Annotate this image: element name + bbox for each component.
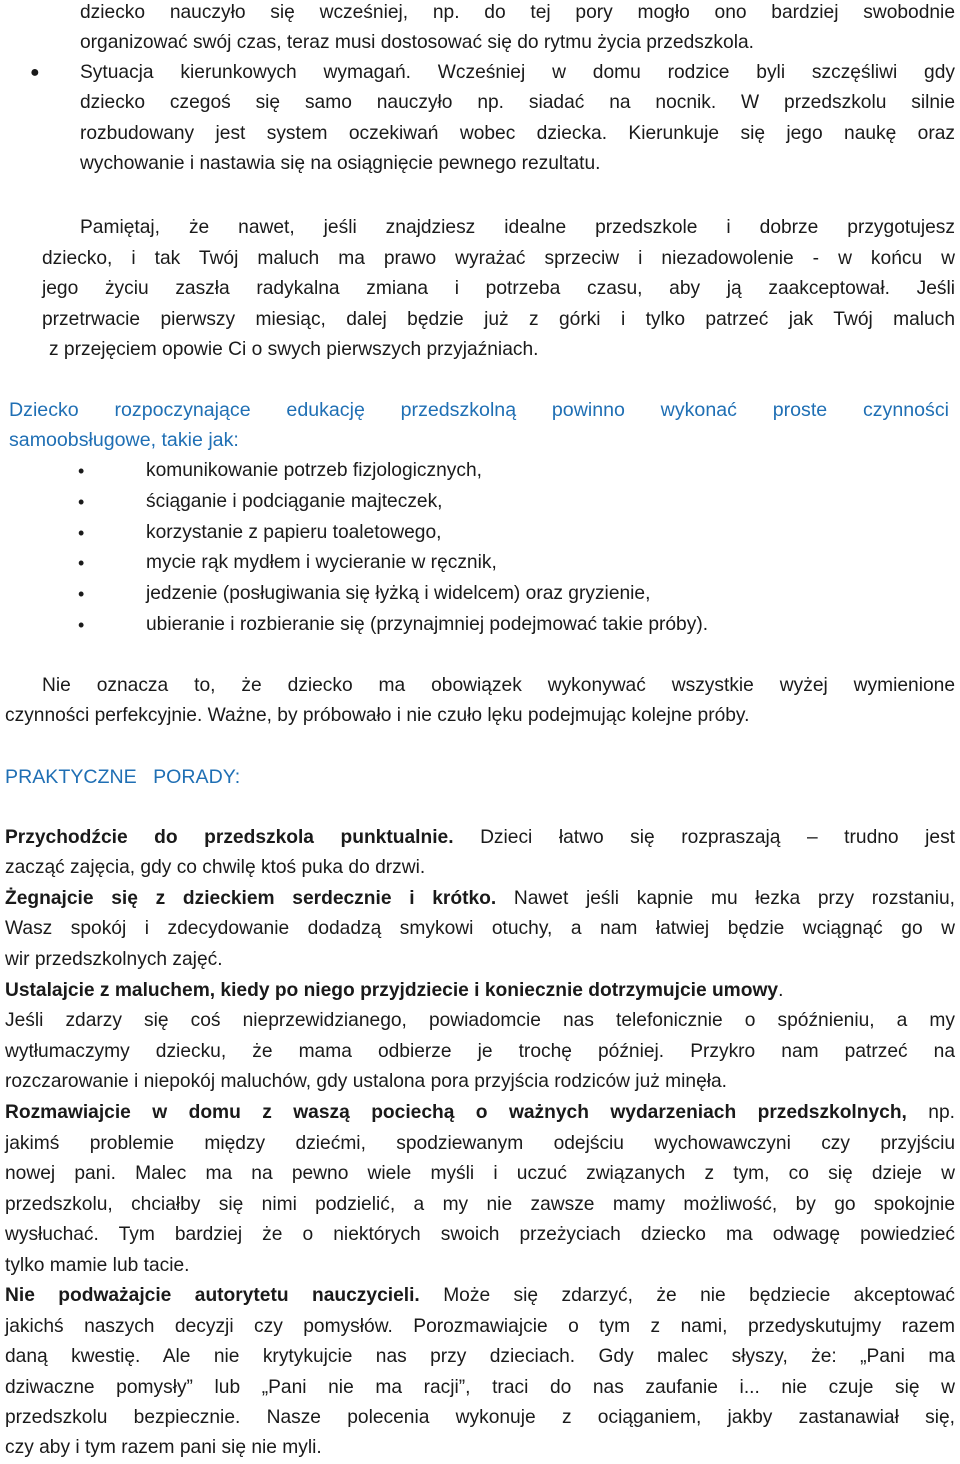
tip-4-line-5: wysłuchać. Tym bardziej że o niektórych swoich przeżyciach dziecko ma odwagę powiedzieć [5, 1224, 955, 1245]
intro-item-1-line-2: organizować swój czas, teraz musi dostosować się do rytmu życia przedszkola. [80, 32, 754, 53]
tip-2-line-2: Wasz spokój i zdecydowanie dodadzą smykowi otuchy, a nam łatwiej będzie wciągnąć go w [5, 918, 955, 939]
tip-5-line-4: dziwaczne pomysły” lub „Pani nie ma racji”, traci do nas zaufanie i... nie czuje się w [5, 1377, 955, 1398]
not-perfect-line-1: Nie oznacza to, że dziecko ma obowiązek wykonywać wszystkie wyżej wymienione [42, 675, 955, 696]
tip-3-line-1 [5, 976, 955, 1007]
intro-item-1-line-1: dziecko nauczyło się wcześniej, np. do tej pory mogło ono bardziej swobodnie [80, 2, 955, 23]
bullet-icon: • [78, 461, 85, 481]
tip-1-line-1 [5, 823, 955, 854]
bullet-icon: • [78, 523, 85, 543]
tip-5-line-2: jakichś naszych decyzji czy pomysłów. Porozmawiajcie o tym z nami, przedyskutujmy razem [5, 1316, 955, 1337]
tip-4-text: np. [906, 1102, 955, 1123]
tip-5-line-5: przedszkolu bezpiecznie. Nasze polecenia wykonuje z ociąganiem, jakby zastanawiał się, [5, 1407, 955, 1428]
tip-3-line-2: Jeśli zdarzy się coś nieprzewidzianego, powiadomcie nas telefonicznie o spóźnieniu, a my [5, 1010, 955, 1031]
bullet-icon: • [78, 584, 85, 604]
tip-5-line-6: czy aby i tym razem pani się nie myli. [5, 1437, 322, 1458]
tips-heading: PRAKTYCZNE PORADY: [5, 766, 241, 788]
tip-1-line-2: zacząć zajęcia, gdy co chwilę ktoś puka do drzwi. [5, 857, 426, 878]
tip-4-line-4: przedszkolu, chciałby się nimi podzielić, a my nie zawsze mamy możliwość, by go spokojnie [5, 1194, 955, 1215]
tip-2-line-1 [5, 884, 955, 915]
tip-1-text: Dzieci łatwo się rozpraszają – trudno jest [453, 827, 955, 848]
not-perfect-line-2: czynności perfekcyjnie. Ważne, by próbowało i nie czuło lęku podejmując kolejne próby. [5, 705, 750, 726]
tip-4-line-1 [5, 1098, 955, 1129]
intro-item-2-line-1: Sytuacja kierunkowych wymagań. Wcześniej w domu rodzice byli szczęśliwi gdy [80, 62, 955, 83]
bullet-icon: • [78, 492, 85, 512]
tip-4-line-6: tylko mamie lub tacie. [5, 1255, 190, 1276]
selfcare-heading-line-2: samoobsługowe, takie jak: [9, 429, 239, 451]
bullet-icon: • [78, 615, 85, 635]
bullet-icon: ● [30, 64, 40, 81]
remember-line-3: jego życiu zaszła radykalna zmiana i potrzeba czasu, aby ją zaakceptował. Jeśli [42, 278, 955, 299]
tip-5-line-3: daną kwestię. Ale nie krytykujcie nas przy dzieciach. Gdy malec słyszy, że: „Pani ma [5, 1346, 955, 1367]
tip-3-line-4: rozczarowanie i niepokój maluchów, gdy ustalona pora przyjścia rodziców już minęła. [5, 1071, 728, 1092]
list-item: ubieranie i rozbieranie się (przynajmniej podejmować takie próby). [146, 614, 709, 635]
selfcare-heading-line-1: Dziecko rozpoczynające edukację przedszkolną powinno wykonać proste czynności [9, 399, 949, 421]
list-item: ściąganie i podciąganie majteczek, [146, 491, 443, 512]
bullet-icon: • [78, 553, 85, 573]
tip-4-title: Rozmawiajcie w domu z waszą pociechą o ważnych wydarzeniach przedszkolnych, [5, 1102, 907, 1123]
list-item: mycie rąk mydłem i wycieranie w ręcznik, [146, 552, 497, 573]
list-item: jedzenie (posługiwania się łyżką i widelcem) oraz gryzienie, [146, 583, 651, 604]
tip-4-line-3: nowej pani. Malec ma na pewno wiele myśli i uczuć związanych z tym, co się dzieje w [5, 1163, 955, 1184]
remember-line-5: z przejęciem opowie Ci o swych pierwszych przyjaźniach. [49, 339, 539, 360]
remember-line-4: przetrwacie pierwszy miesiąc, dalej będzie już z górki i tylko patrzeć jak Twój maluch [42, 309, 955, 330]
tip-2-line-3: wir przedszkolnych zajęć. [5, 949, 223, 970]
tip-5-text: Może się zdarzyć, że nie będziecie akceptować [419, 1285, 956, 1306]
tip-1-title: Przychodźcie do przedszkola punktualnie. [5, 827, 454, 848]
tip-2-text: Nawet jeśli kapnie mu łezka przy rozstaniu, [496, 888, 955, 909]
intro-item-2-line-4: wychowanie i nastawia się na osiągnięcie pewnego rezultatu. [80, 153, 601, 174]
intro-item-2-line-2: dziecko czegoś się samo nauczyło np. siadać na nocnik. W przedszkolu silnie [80, 92, 955, 113]
tip-5-title: Nie podważajcie autorytetu nauczycieli. [5, 1285, 420, 1306]
tip-5-line-1 [5, 1281, 955, 1312]
tip-3-line-3: wytłumaczymy dziecku, że mama odbierze je trochę później. Przykro nam patrzeć na [5, 1041, 955, 1062]
list-item: korzystanie z papieru toaletowego, [146, 522, 442, 543]
tip-2-title: Żegnajcie się z dzieckiem serdecznie i krótko. [5, 888, 497, 909]
intro-item-2-line-3: rozbudowany jest system oczekiwań wobec dziecka. Kierunkuje się jego naukę oraz [80, 123, 955, 144]
tip-4-line-2: jakimś problemie między dziećmi, spodziewanym odejściu wychowawczyni czy przyjściu [5, 1133, 955, 1154]
list-item: komunikowanie potrzeb fizjologicznych, [146, 460, 482, 481]
remember-line-1: Pamiętaj, że nawet, jeśli znajdziesz idealne przedszkole i dobrze przygotujesz [80, 217, 955, 238]
remember-line-2: dziecko, i tak Twój maluch ma prawo wyrażać sprzeciw i niezadowolenie - w końcu w [42, 248, 955, 269]
tip-3-text: . [778, 980, 784, 1001]
tip-3-title: Ustalajcie z maluchem, kiedy po niego przyjdziecie i koniecznie dotrzymujcie umowy [5, 980, 779, 1001]
